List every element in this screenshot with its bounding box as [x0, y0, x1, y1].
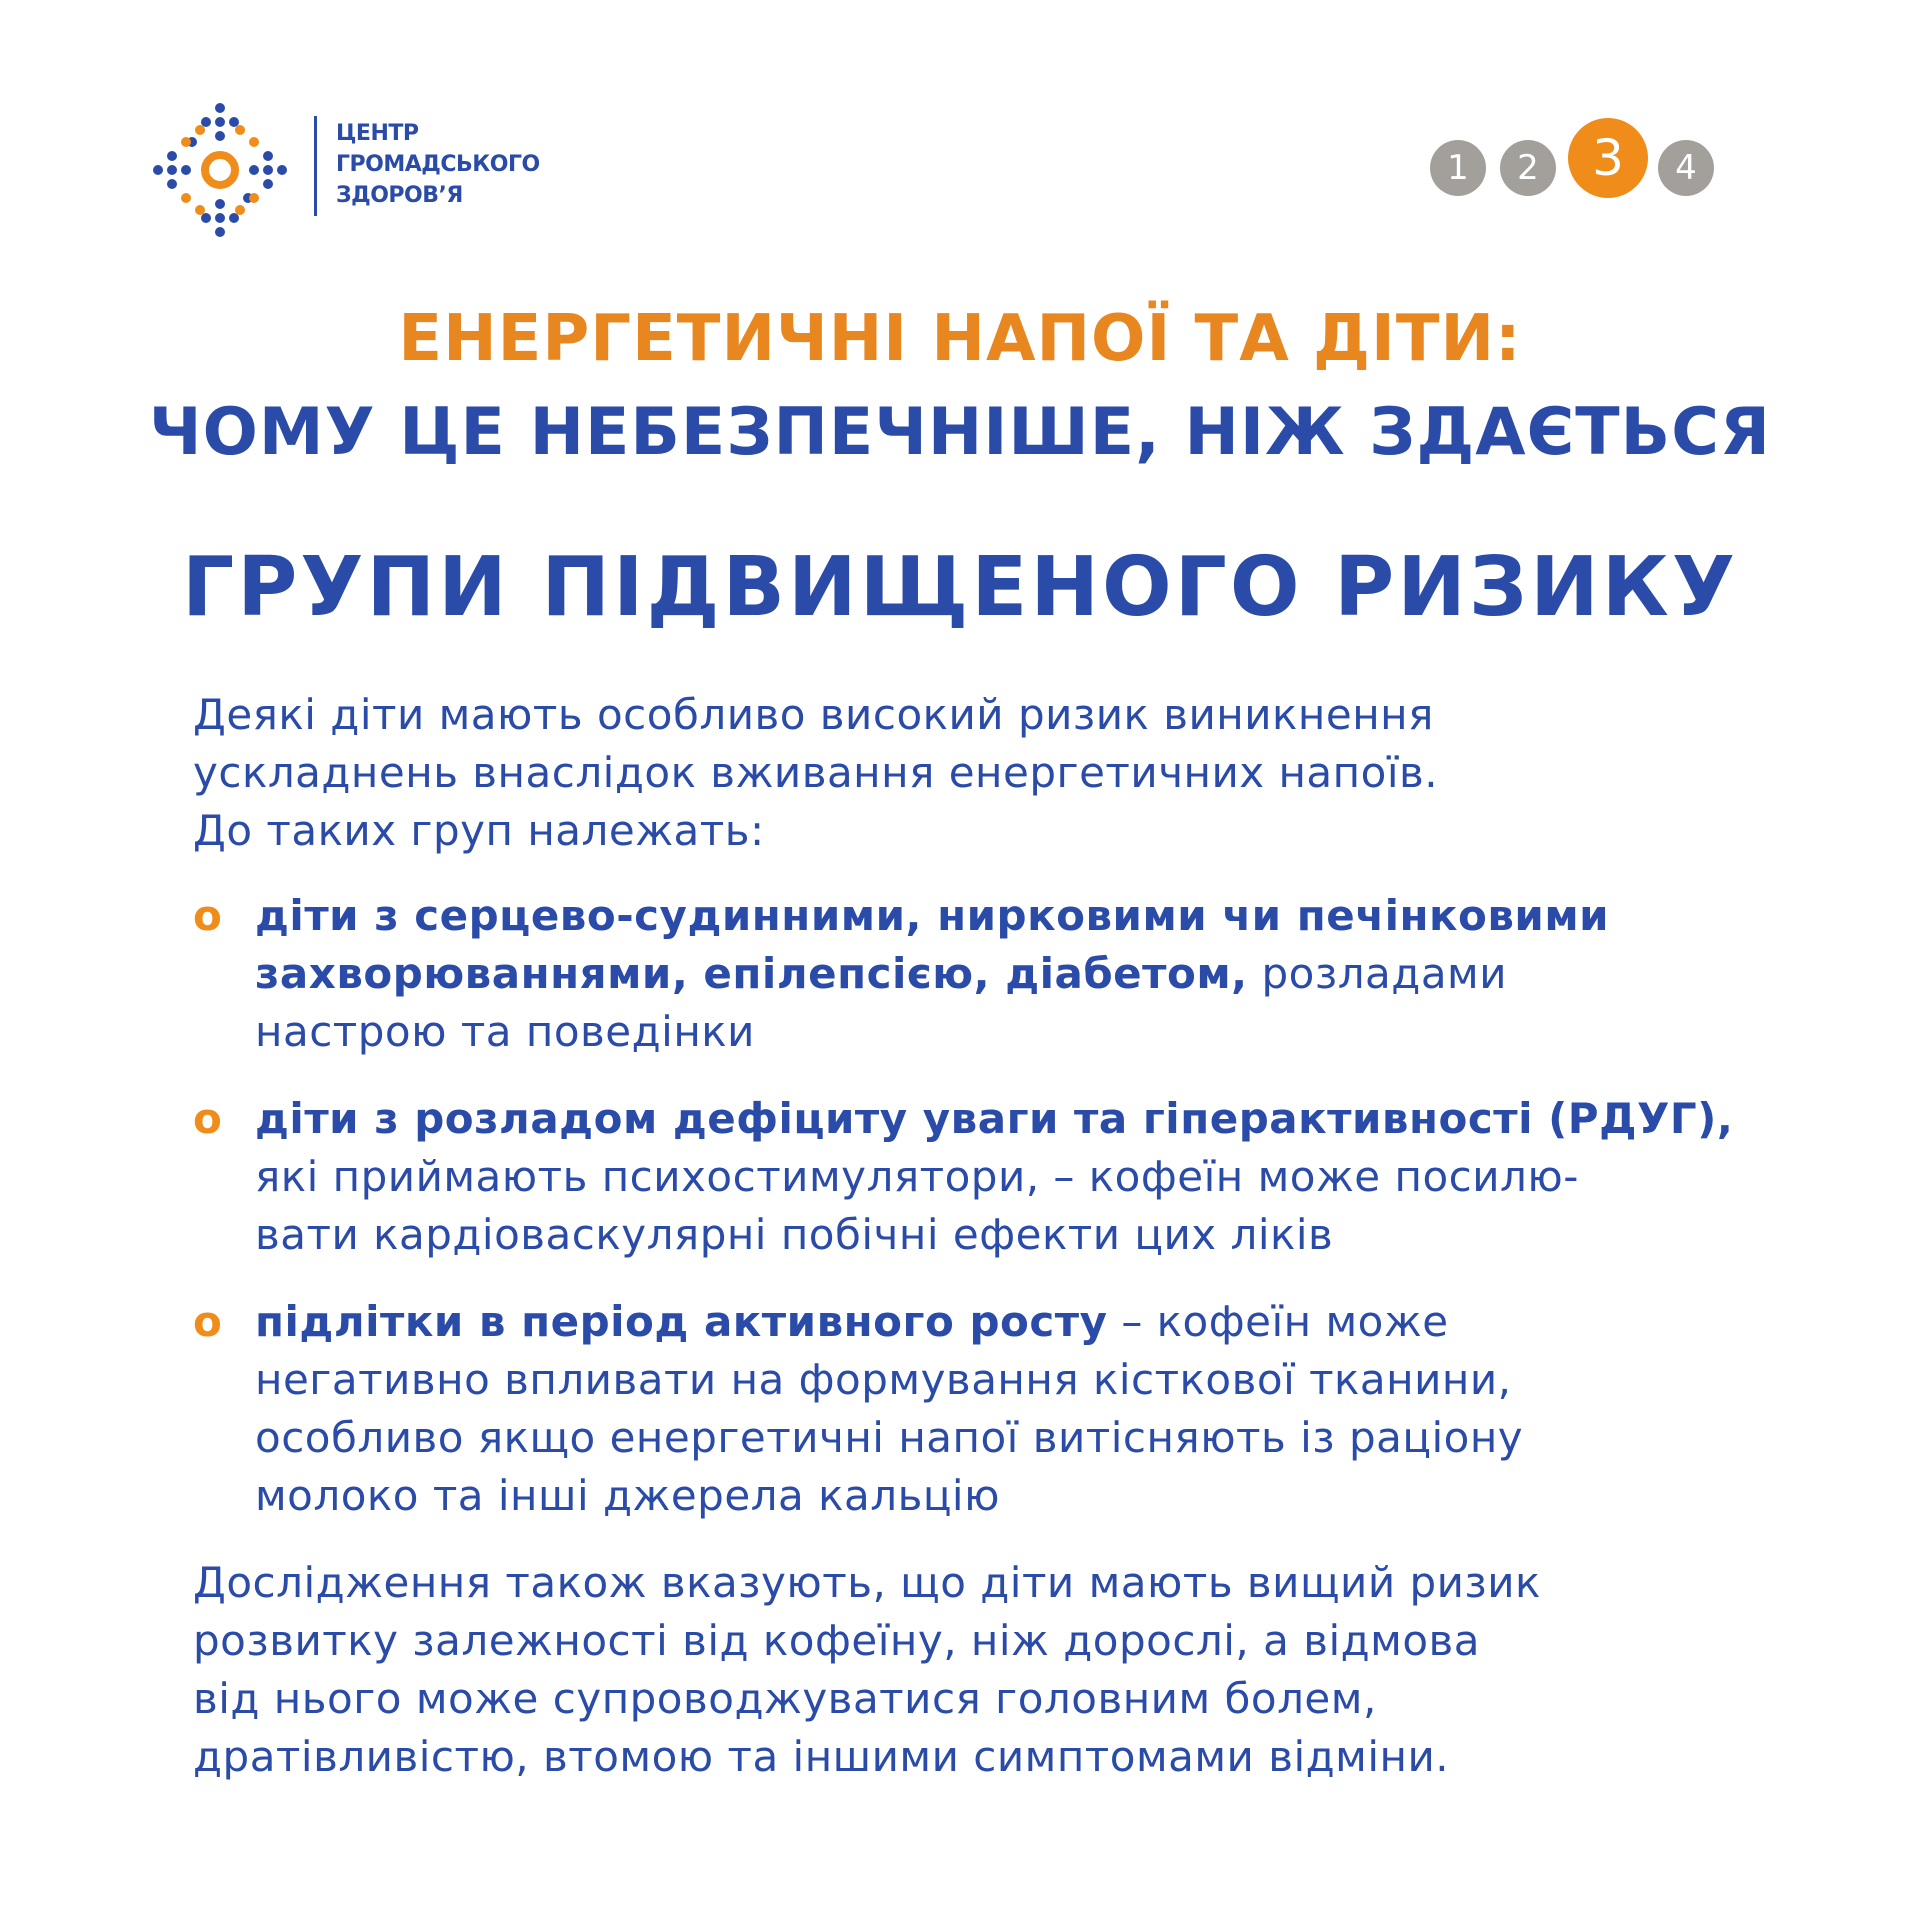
- bullet-bold-text: підлітки в період активного росту: [255, 1297, 1108, 1346]
- outro-line: Дослідження також вказують, що діти мають вищий ризик: [193, 1558, 1541, 1607]
- headline-line-1: ЕНЕРГЕТИЧНІ НАПОЇ ТА ДІТИ:: [398, 302, 1522, 376]
- intro-line: Деякі діти мають особливо високий ризик виникнення: [193, 690, 1434, 739]
- logo-line: ЗДОРОВ’Я: [336, 183, 463, 208]
- bullet-line: молоко та інші джерела кальцію: [255, 1471, 1000, 1520]
- outro-line: розвитку залежності від кофеїну, ніж дорослі, а відмова: [193, 1616, 1481, 1665]
- logo-line: ГРОМАДСЬКОГО: [336, 152, 540, 177]
- risk-group-text: [255, 1090, 1755, 1264]
- bullet-line: негативно впливати на формування кісткової тканини,: [255, 1355, 1512, 1404]
- bullet-marker: o: [193, 1094, 223, 1143]
- logo-text: [336, 118, 540, 211]
- bullet-regular-text: – кофеїн може: [1107, 1297, 1449, 1346]
- outro-paragraph: [193, 1554, 1753, 1786]
- intro-paragraph: [193, 686, 1753, 860]
- bullet-line: [255, 1293, 1755, 1351]
- bullet-regular-text: розладами: [1247, 949, 1508, 998]
- intro-line: ускладнень внаслідок вживання енергетичних напоїв.: [193, 748, 1439, 797]
- bullet-line: особливо якщо енергетичні напої витісняють із раціону: [255, 1413, 1524, 1462]
- headline-line-2: ЧОМУ ЦЕ НЕБЕЗПЕЧНІШЕ, НІЖ ЗДАЄТЬСЯ: [149, 395, 1771, 470]
- bullet-line: вати кардіоваскулярні побічні ефекти цих ліків: [255, 1210, 1334, 1259]
- bullet-line: які приймають психостимулятори, – кофеїн може посилю-: [255, 1152, 1579, 1201]
- bullet-bold-line: діти з серцево-судинними, нирковими чи печінковими: [255, 891, 1610, 940]
- outro-line: дратівливістю, втомою та іншими симптомами відміни.: [193, 1732, 1450, 1781]
- page-dot-3-current[interactable]: 3: [1568, 118, 1648, 198]
- bullet-marker: o: [193, 891, 223, 940]
- bullet-marker: o: [193, 1297, 223, 1346]
- outro-line: від нього може супроводжуватися головним болем,: [193, 1674, 1377, 1723]
- logo-divider: [314, 116, 317, 216]
- risk-group-text: [255, 1293, 1755, 1525]
- section-title: ГРУПИ ПІДВИЩЕНОГО РИЗИКУ: [181, 540, 1739, 635]
- bullet-line: [255, 945, 1755, 1003]
- bullet-line: настрою та поведінки: [255, 1007, 755, 1056]
- logo-line: ЦЕНТР: [336, 121, 419, 146]
- risk-group-text: [255, 887, 1755, 1061]
- page-indicator: [1430, 118, 1750, 218]
- page-dot-2[interactable]: 2: [1500, 140, 1556, 196]
- headline: [0, 292, 1920, 480]
- bullet-bold-line: діти з розладом дефіциту уваги та гіперактивності (РДУГ),: [255, 1094, 1734, 1143]
- public-health-center-logo-icon: [150, 100, 290, 240]
- logo: [150, 100, 550, 240]
- bullet-bold-text: захворюваннями, епілепсією, діабетом,: [255, 949, 1248, 998]
- page-dot-4[interactable]: 4: [1658, 140, 1714, 196]
- intro-line: До таких груп належать:: [193, 806, 765, 855]
- page-dot-1[interactable]: 1: [1430, 140, 1486, 196]
